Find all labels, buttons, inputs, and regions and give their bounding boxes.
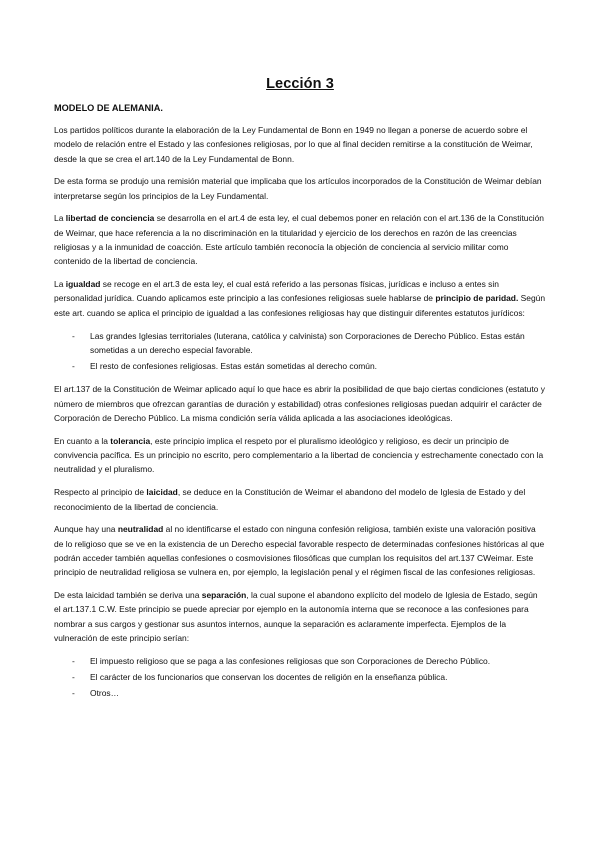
text: Aunque hay una (54, 524, 118, 535)
term-igualdad: igualdad (65, 279, 101, 290)
list-item (54, 670, 546, 684)
text: De esta laicidad también se deriva una (54, 590, 202, 601)
list-item (54, 654, 546, 668)
bullet-dash: - (72, 655, 75, 666)
bullet-dash: - (72, 688, 75, 699)
text: , este principio implica el respeto por el pluralismo ideológico y religioso, es decir un principio de convivencia pacífica. Es un principio no escrito, pero complementario a la libertad de conciencia y estrechamente conectado con la neutralidad y el pluralismo. (54, 435, 544, 475)
violations-list (54, 654, 546, 701)
bullet-dash: - (72, 330, 75, 341)
text: , se deduce en la Constitución de Weimar el abandono del modelo de Iglesia de Estado y del reconocimiento de la libertad de conciencia. (54, 487, 526, 512)
text: al no identificarse el estado con ninguna confesión religiosa, también existe una valoración positiva de lo religioso que se ve en la existencia de un Derecho especial favorable respecto de determinadas confesiones históricas al que podrán acceder también aquellas confesiones o cosmovisiones filosóficas que cumplan los requisitos del art.137 CWeimar. Este principio de neutralidad religiosa se vulnera en, por ejemplo, la legislación penal y el régimen fiscal de las confesiones religiosas. (54, 524, 545, 578)
section-heading: MODELO DE ALEMANIA. (54, 103, 163, 113)
term-separacion: separación (201, 590, 247, 601)
paragraph-1: Los partidos políticos durante la elaboración de la Ley Fundamental de Bonn en 1949 no llegan a ponerse de acuerdo sobre el modelo de relación entre el Estado y las confesiones religiosas, por lo que al final deciden remitirse a la constitución de Weimar, desde la que se crea el art.140 de la Ley Fundamental de Bonn. (54, 125, 533, 164)
text: La (54, 213, 66, 224)
term-laicidad: laicidad (146, 487, 178, 498)
bullet-dash: - (72, 672, 75, 682)
term-tolerancia: tolerancia (110, 435, 151, 446)
list-item (54, 329, 546, 358)
page-title: Lección 3 (266, 76, 334, 92)
list-item (54, 686, 546, 700)
list-item-text: El resto de confesiones religiosas. Estas están sometidas al derecho común. (90, 361, 378, 372)
text: En cuanto a la (54, 435, 111, 446)
paragraph-9 (54, 588, 546, 645)
paragraph-3 (54, 211, 546, 268)
term-principio-de-paridad: principio de paridad. (435, 293, 519, 304)
list-item-text: Las grandes Iglesias territoriales (luterana, católica y calvinista) son Corporaciones de Derecho Público. Estas están sometidas a un derecho especial favorable. (90, 330, 525, 355)
text: La (54, 279, 66, 290)
text: Según este art. cuando se aplica el principio de igualdad a las confesiones religiosas hay que distinguir diferentes estatutos jurídicos: (54, 293, 546, 318)
list-item-text: El impuesto religioso que se paga a las confesiones religiosas que son Corporaciones de Derecho Público. (90, 655, 491, 666)
term-neutralidad: neutralidad (117, 524, 164, 535)
paragraph-4 (54, 277, 546, 320)
term-libertad-de-conciencia: libertad de conciencia (65, 213, 155, 224)
paragraph-6 (54, 434, 546, 477)
paragraph-7 (54, 485, 546, 514)
list-item-text: El carácter de los funcionarios que conservan los docentes de religión en la enseñanza pública. (90, 672, 448, 682)
list-item (54, 359, 546, 373)
text: , la cual supone el abandono explícito del modelo de Iglesia de Estado, según el art.137.1 C.W. Este principio se puede apreciar por ejemplo en la autonomía interna que se reconoce a las confesiones para nombrar a sus cargos y gestionar sus asuntos internos, aunque la separación es aclaramente imperfecta. Ejemplos de la vulneración de este principio serían: (54, 590, 538, 643)
paragraph-5: El art.137 de la Constitución de Weimar aplicado aquí lo que hace es abrir la posibilidad de que bajo ciertas condiciones (estatuto y número de miembros que ofrezcan garantías de duración y estabilidad) otras confesiones religiosas puedan adquirir el carácter de Corporación de Derecho Público. La misma condición sería válida aplicada a las asociaciones ideológicas. (54, 384, 545, 424)
text: Respecto al principio de (54, 487, 147, 498)
text: se recoge en el art.3 de esta ley, el cual está referido a las personas físicas, jurídicas e incluso a entes sin personalidad jurídica. Cuando aplicamos este principio a las confesiones religiosas suele hablarse de (54, 279, 499, 304)
paragraph-8 (54, 522, 546, 579)
bullet-dash: - (72, 361, 75, 372)
list-item-text: Otros… (90, 688, 120, 699)
text: se desarrolla en el art.4 de esta ley, el cual debemos poner en relación con el art.136 de la Constitución de Weimar, que hace referencia a la no discriminación en la titularidad y ejercicio de los derechos en razón de las creencias religiosas y a la inmunidad de coacción. Este artículo también reconocía la objeción de conciencia al servicio militar como contenido de la libertad de conciencia. (54, 213, 544, 267)
statutes-list (54, 329, 546, 374)
paragraph-2: De esta forma se produjo una remisión material que implicaba que los artículos incorporados de la Constitución de Weimar debían interpretarse según los principios de la Ley Fundamental. (54, 176, 542, 201)
